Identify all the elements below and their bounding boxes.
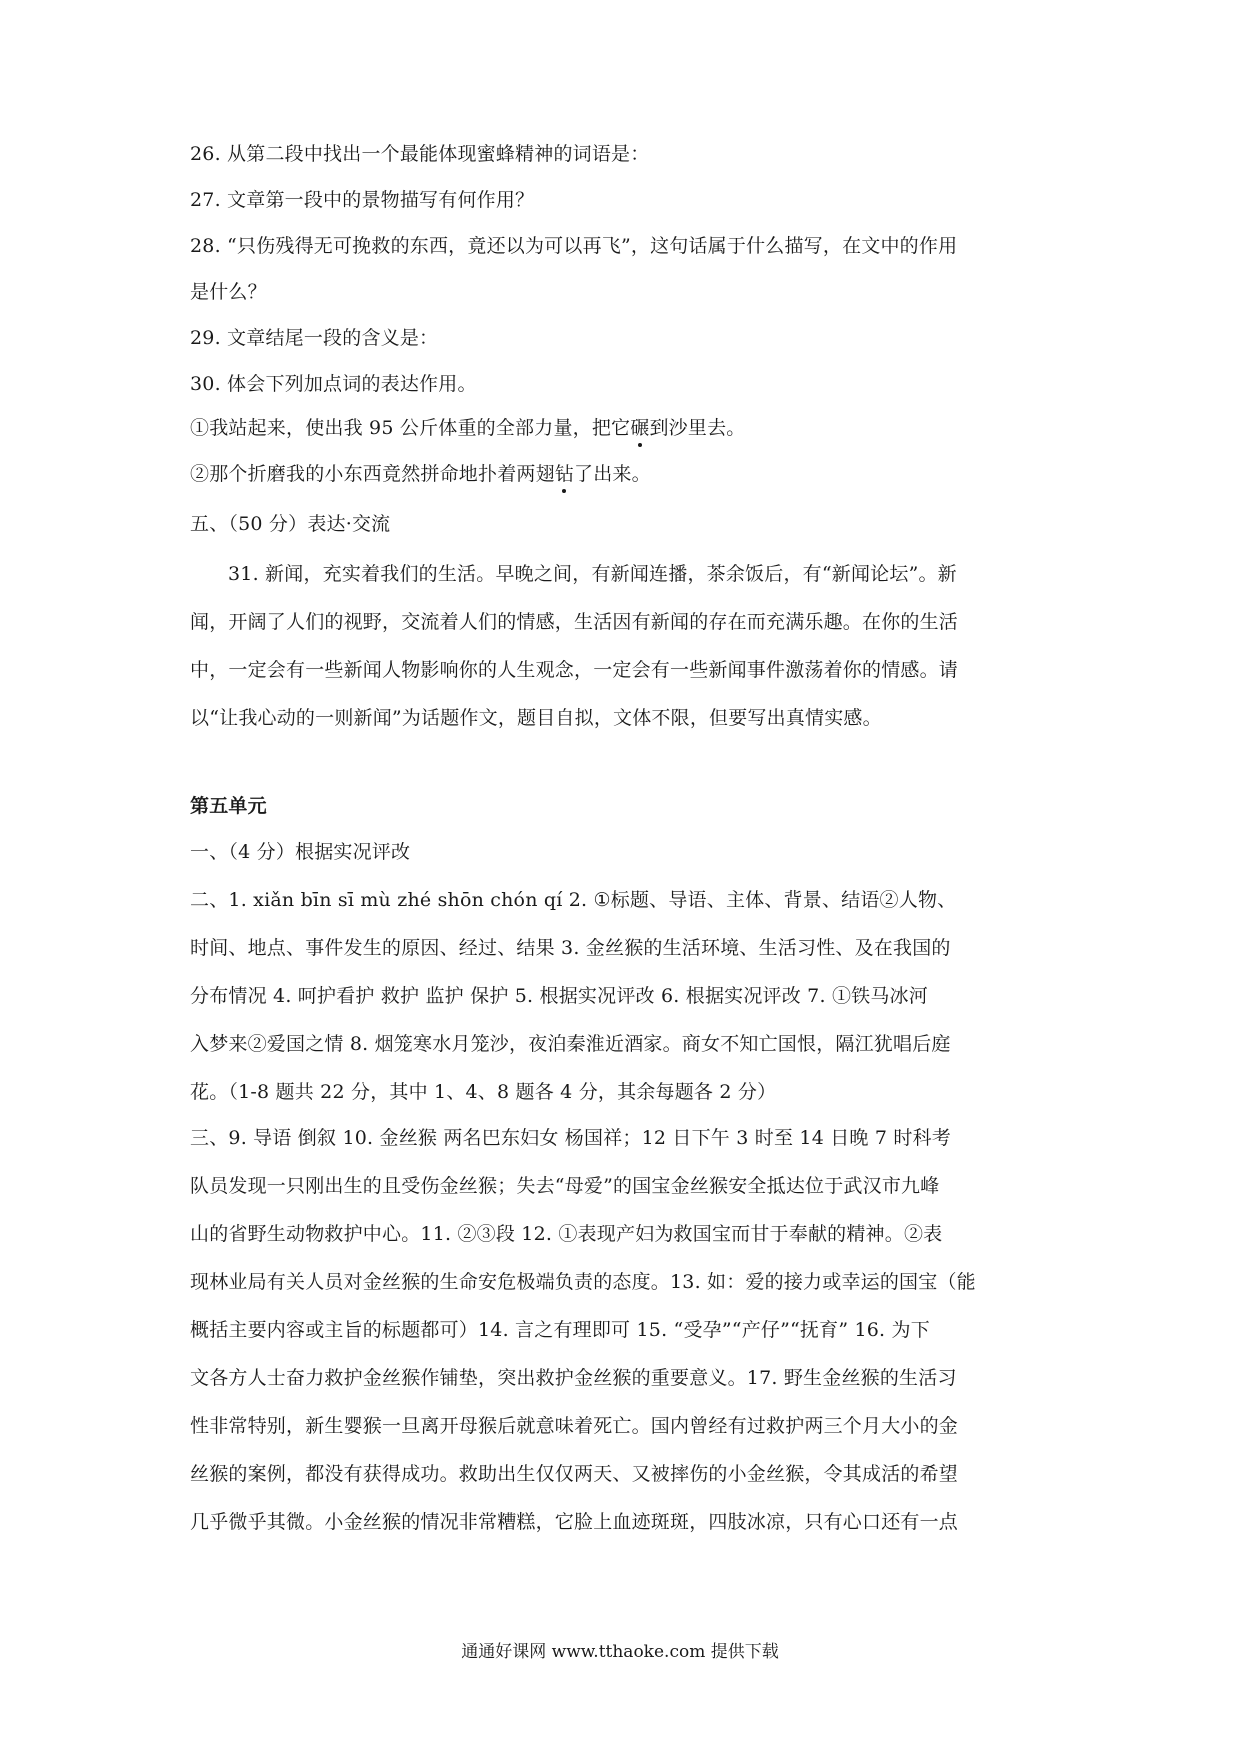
unit-5-part-2-line: 入梦来②爱国之情 8. 烟笼寒水月笼沙，夜泊秦淮近酒家。商女不知亡国恨，隔江犹唱后庭 (190, 1033, 951, 1055)
dotted-word-nian: 碾 (630, 414, 649, 442)
sentence-1-before: ①我站起来，使出我 95 公斤体重的全部力量，把它 (190, 417, 631, 439)
unit-5-part-3-line: 丝猴的案例，都没有获得成功。救助出生仅仅两天、又被摔伤的小金丝猴，令其成活的希望 (190, 1463, 959, 1485)
unit-5-part-3-line: 几乎微乎其微。小金丝猴的情况非常糟糕，它脸上血迹斑斑，四肢冰凉，只有心口还有一点 (190, 1511, 959, 1533)
unit-5-part-3-line: 队员发现一只刚出生的且受伤金丝猴；失去“母爱”的国宝金丝猴安全抵达位于武汉市九峰 (190, 1175, 940, 1197)
question-31-line-3: 中，一定会有一些新闻人物影响你的人生观念，一定会有一些新闻事件激荡着你的情感。请 (190, 659, 959, 681)
unit-5-part-1: 一、（4 分）根据实况评改 (190, 841, 411, 863)
unit-5-part-2-line: 二、1. xiǎn bīn sī mù zhé shōn chón qí 2. ①标题、导语、主体、背景、结语②人物、 (190, 889, 957, 911)
sentence-2-before: ②那个折磨我的小东西竟然拼命地扑着两翅 (190, 463, 555, 485)
question-30: 30. 体会下列加点词的表达作用。 (190, 373, 477, 395)
question-26: 26. 从第二段中找出一个最能体现蜜蜂精神的词语是： (190, 143, 650, 165)
unit-5-part-2-line: 分布情况 4. 呵护看护 救护 监护 保护 5. 根据实况评改 6. 根据实况评改 7. ①铁马冰河 (190, 985, 928, 1007)
unit-5-part-3-line: 文各方人士奋力救护金丝猴作铺垫，突出救护金丝猴的重要意义。17. 野生金丝猴的生活习 (190, 1367, 957, 1389)
question-31-line-1: 31. 新闻，充实着我们的生活。早晚之间，有新闻连播，茶余饭后，有“新闻论坛”。新 (228, 563, 957, 585)
sentence-1-after: 到沙里去。 (649, 417, 746, 439)
unit-5-part-2-line: 时间、地点、事件发生的原因、经过、结果 3. 金丝猴的生活环境、生活习性、及在我国的 (190, 937, 951, 959)
sentence-2-after: 了出来。 (574, 463, 651, 485)
unit-5-part-2-line: 花。（1-8 题共 22 分，其中 1、4、8 题各 4 分，其余每题各 2 分） (190, 1081, 777, 1103)
unit-5-part-3-line: 概括主要内容或主旨的标题都可）14. 言之有理即可 15. “受孕”“产仔”“抚育” 16. 为下 (190, 1319, 930, 1341)
unit-5-part-3-line: 三、9. 导语 倒叙 10. 金丝猴 两名巴东妇女 杨国祥；12 日下午 3 时至 14 日晚 7 时科考 (190, 1127, 951, 1149)
unit-5-part-3-line: 性非常特别，新生婴猴一旦离开母猴后就意味着死亡。国内曾经有过救护两三个月大小的金 (190, 1415, 959, 1437)
section-5-heading: 五、（50 分）表达·交流 (190, 513, 391, 535)
question-30-sentence-1 (190, 414, 1060, 442)
question-28-line-2: 是什么？ (190, 281, 267, 303)
question-29: 29. 文章结尾一段的含义是： (190, 327, 439, 349)
unit-5-part-3-line: 山的省野生动物救护中心。11. ②③段 12. ①表现产妇为救国宝而甘于奉献的精神。②表 (190, 1223, 943, 1245)
page-footer: 通通好课网 www.tthaoke.com 提供下载 (461, 1642, 779, 1662)
question-30-sentence-2 (190, 460, 1060, 488)
dotted-word-zuan: 钻 (555, 460, 574, 488)
question-31-line-4: 以“让我心动的一则新闻”为话题作文，题目自拟，文体不限，但要写出真情实感。 (190, 707, 882, 729)
question-31-line-2: 闻，开阔了人们的视野，交流着人们的情感，生活因有新闻的存在而充满乐趣。在你的生活 (190, 611, 959, 633)
question-27: 27. 文章第一段中的景物描写有何作用？ (190, 189, 535, 211)
question-28-line-1: 28. “只伤残得无可挽救的东西，竟还以为可以再飞”，这句话属于什么描写，在文中的作用 (190, 235, 958, 257)
unit-5-part-3-line: 现林业局有关人员对金丝猴的生命安危极端负责的态度。13. 如：爱的接力或幸运的国宝（能 (190, 1271, 976, 1293)
unit-5-title: 第五单元 (190, 795, 267, 817)
